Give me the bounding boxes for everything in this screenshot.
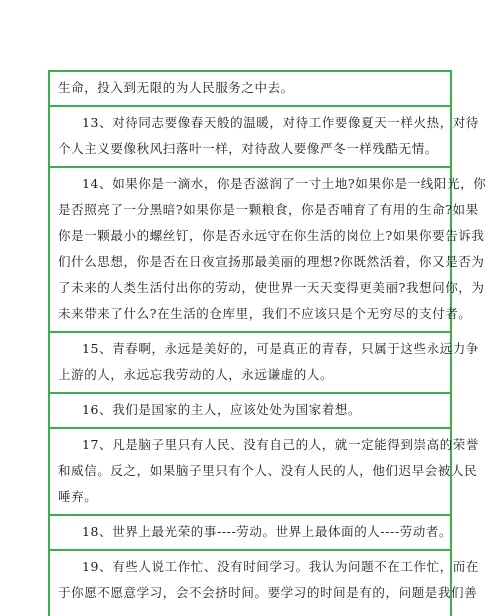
table-row	[50, 394, 450, 429]
text-line: 19、有些人说工作忙、没有时间学习。我认为问题不在工作忙，而在	[82, 559, 480, 574]
table-row	[50, 333, 480, 394]
text-line: 未来带来了什么?在生活的仓库里，我们不应该只是个无穷尽的支付者。	[58, 306, 472, 321]
text-line: 个人主义要像秋风扫落叶一样，对待敌人要像严冬一样残酷无情。	[58, 141, 438, 156]
quote-table	[48, 70, 487, 616]
text-line: 14、如果你是一滴水，你是否滋润了一寸土地?如果你是一线阳光，你	[82, 176, 487, 191]
text-line: 17、凡是脑子里只有人民、没有自己的人，就一定能得到崇高的荣誉	[82, 437, 480, 452]
text-line: 是否照亮了一分黑暗?如果你是一颗粮食，你是否哺育了有用的生命?如果	[58, 202, 479, 217]
table-row	[50, 168, 487, 333]
table-row	[50, 516, 453, 551]
text-line: 们什么思想，你是否在日夜宣扬那最美丽的理想?你既然活着，你又是否为	[58, 254, 485, 269]
table-row	[50, 107, 480, 168]
text-line: 生命，投入到无限的为人民服务之中去。	[58, 80, 294, 95]
text-line: 上游的人，永远忘我劳动的人，永远谦虚的人。	[58, 367, 334, 382]
table-row	[50, 72, 450, 107]
text-line: 和威信。反之，如果脑子里只有个人、没有人民的人，他们迟早会被人民	[58, 463, 478, 478]
table-row	[50, 551, 480, 616]
text-line: 于你愿不愿意学习，会不会挤时间。要学习的时间是有的，问题是我们善	[58, 585, 478, 600]
text-line: 你是一颗最小的螺丝钉，你是否永远守在你生活的岗位上?如果你要告诉我	[58, 228, 485, 243]
text-line: 18、世界上最光荣的事----劳动。世界上最体面的人----劳动者。	[82, 524, 453, 539]
text-line: 唾弃。	[58, 489, 98, 504]
text-line: 16、我们是国家的主人，应该处处为国家着想。	[82, 402, 362, 417]
table-row	[50, 429, 480, 516]
text-line: 了未来的人类生活付出你的劳动，使世界一天天变得更美丽?我想问你，为	[58, 280, 485, 295]
text-line: 13、对待同志要像春天般的温暖，对待工作要像夏天一样火热，对待	[82, 115, 480, 130]
text-line: 15、青春啊，永远是美好的，可是真正的青春，只属于这些永远力争	[82, 341, 480, 356]
